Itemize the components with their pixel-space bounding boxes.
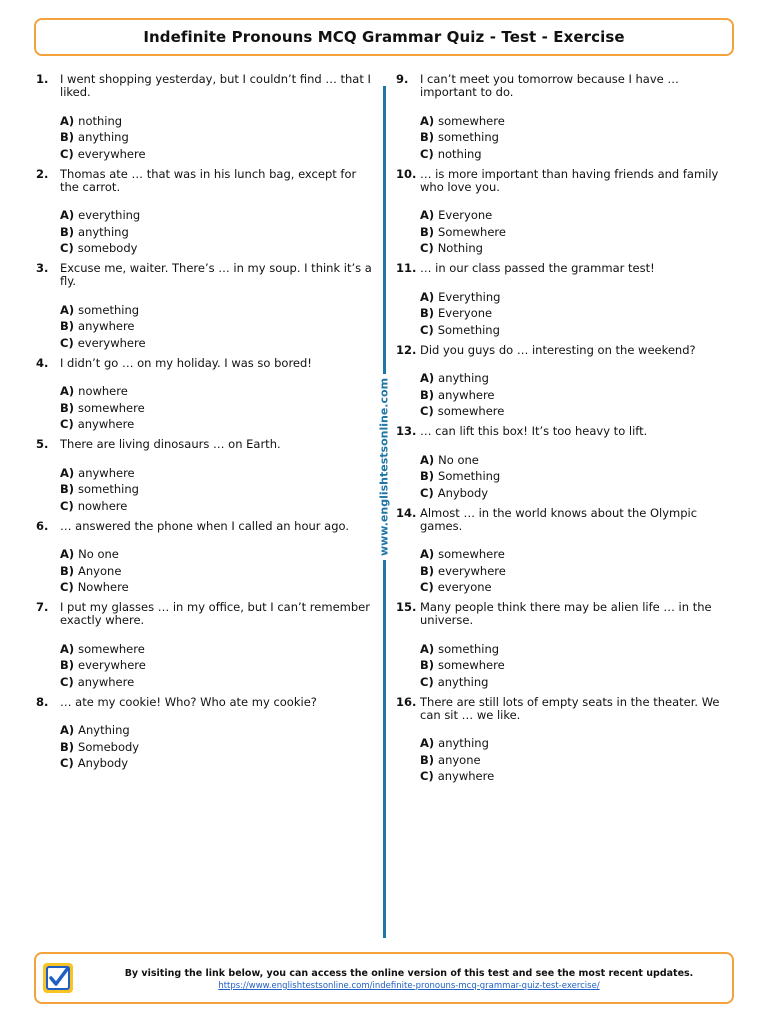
question-text: Thomas ate … that was in his lunch bag, except for the carrot. xyxy=(60,166,357,194)
option-letter: C) xyxy=(420,241,434,256)
option-letter: A) xyxy=(60,547,75,562)
answer-option[interactable] xyxy=(60,482,378,499)
option-letter: C) xyxy=(60,335,74,350)
question-number: 15. xyxy=(396,600,417,614)
answer-option[interactable] xyxy=(420,452,736,469)
question-row xyxy=(396,696,736,722)
option-letter: A) xyxy=(60,384,75,399)
question-number: 3. xyxy=(36,261,49,275)
option-letter: A) xyxy=(60,113,75,128)
answer-options xyxy=(396,452,736,502)
option-text: anything xyxy=(78,224,129,239)
question-item xyxy=(36,73,378,163)
question-item xyxy=(396,73,736,163)
answer-option[interactable] xyxy=(60,208,378,225)
option-text: Everyone xyxy=(438,208,493,223)
question-row xyxy=(36,168,378,194)
option-letter: B) xyxy=(60,319,75,334)
option-letter: A) xyxy=(420,641,435,656)
question-row xyxy=(36,520,378,533)
option-letter: B) xyxy=(60,224,75,239)
question-row xyxy=(396,425,736,438)
answer-options xyxy=(36,384,378,434)
question-row xyxy=(396,73,736,99)
question-row xyxy=(396,507,736,533)
option-letter: C) xyxy=(420,674,434,689)
option-letter: C) xyxy=(420,485,434,500)
answer-option[interactable] xyxy=(420,306,736,323)
question-item xyxy=(36,168,378,258)
answer-options xyxy=(36,208,378,258)
option-text: Everyone xyxy=(438,306,493,321)
option-text: nowhere xyxy=(77,498,128,513)
option-text: somewhere xyxy=(437,404,505,419)
option-text: everywhere xyxy=(438,563,506,578)
option-text: everyone xyxy=(437,580,492,595)
question-row xyxy=(396,601,736,627)
question-text: I didn’t go … on my holiday. I was so bored! xyxy=(60,355,312,370)
question-number: 8. xyxy=(36,694,49,709)
option-letter: C) xyxy=(420,322,434,337)
option-text: something xyxy=(438,641,500,656)
footer-box xyxy=(34,952,734,1004)
question-text: Excuse me, waiter. There’s … in my soup. I think it’s a fly. xyxy=(60,261,372,288)
answer-option[interactable] xyxy=(420,289,736,306)
answer-option[interactable] xyxy=(60,319,378,336)
answer-option[interactable] xyxy=(420,130,736,147)
answer-option[interactable] xyxy=(60,563,378,580)
option-text: nowhere xyxy=(78,384,128,399)
option-text: anything xyxy=(438,736,489,751)
answer-option[interactable] xyxy=(420,469,736,486)
answer-option[interactable] xyxy=(420,113,736,130)
answer-option[interactable] xyxy=(60,146,378,163)
option-text: Anybody xyxy=(77,756,129,771)
option-text: anywhere xyxy=(437,769,495,784)
option-letter: C) xyxy=(60,674,74,689)
answer-options xyxy=(396,208,736,258)
option-text: Somewhere xyxy=(438,224,506,239)
question-number: 9. xyxy=(396,72,409,86)
option-text: Anything xyxy=(78,723,130,738)
option-letter: C) xyxy=(60,417,74,432)
question-text: … is more important than having friends and family who love you. xyxy=(420,166,719,194)
answer-option[interactable] xyxy=(60,465,378,482)
question-number: 12. xyxy=(396,342,417,357)
option-text: anywhere xyxy=(78,465,135,480)
question-text: … ate my cookie! Who? Who ate my cookie? xyxy=(60,694,317,709)
question-text: I put my glasses … in my office, but I can’t remember exactly where. xyxy=(60,600,370,627)
question-number: 2. xyxy=(36,166,49,181)
option-text: somewhere xyxy=(78,400,145,415)
answer-option[interactable] xyxy=(60,241,378,258)
question-row xyxy=(36,73,378,99)
question-item xyxy=(396,507,736,597)
option-letter: C) xyxy=(60,498,74,513)
answer-option[interactable] xyxy=(60,498,378,515)
option-text: something xyxy=(78,482,139,497)
answer-option[interactable] xyxy=(420,736,736,753)
answer-option[interactable] xyxy=(60,130,378,147)
question-text: There are living dinosaurs … on Earth. xyxy=(60,437,281,451)
option-text: somewhere xyxy=(438,113,505,128)
option-text: anyone xyxy=(438,752,481,767)
checkbox-icon xyxy=(42,962,74,994)
answer-option[interactable] xyxy=(420,563,736,580)
option-letter: C) xyxy=(60,580,74,595)
option-letter: B) xyxy=(60,130,75,145)
option-text: nothing xyxy=(78,113,123,128)
option-text: Anyone xyxy=(78,563,122,578)
option-text: something xyxy=(438,130,499,145)
option-letter: B) xyxy=(420,752,435,767)
question-text: … answered the phone when I called an hour ago. xyxy=(60,518,350,533)
question-text: Did you guys do … interesting on the weekend? xyxy=(420,342,696,357)
option-text: anywhere xyxy=(77,417,135,432)
question-item xyxy=(396,344,736,421)
answer-option[interactable] xyxy=(60,723,378,740)
option-letter: B) xyxy=(420,469,435,484)
question-number: 14. xyxy=(396,505,417,520)
answer-option[interactable] xyxy=(420,322,736,339)
answer-option[interactable] xyxy=(60,400,378,417)
option-text: something xyxy=(78,302,140,317)
question-row xyxy=(36,601,378,627)
option-letter: B) xyxy=(60,658,75,673)
option-text: somebody xyxy=(77,241,138,256)
answer-option[interactable] xyxy=(420,658,736,675)
question-number: 6. xyxy=(36,518,49,533)
answer-options xyxy=(396,641,736,691)
answer-option[interactable] xyxy=(420,224,736,241)
option-letter: A) xyxy=(60,641,75,656)
answer-option[interactable] xyxy=(420,485,736,502)
option-text: anywhere xyxy=(77,674,135,689)
answer-options xyxy=(396,547,736,597)
answer-option[interactable] xyxy=(420,674,736,691)
answer-option[interactable] xyxy=(420,547,736,564)
option-letter: A) xyxy=(420,208,435,223)
question-number: 7. xyxy=(36,600,49,614)
question-item xyxy=(396,168,736,258)
option-text: somewhere xyxy=(438,658,505,673)
option-text: somewhere xyxy=(78,641,145,656)
question-row xyxy=(396,262,736,275)
question-text: There are still lots of empty seats in the theater. We can sit … we like. xyxy=(420,694,720,722)
answer-option[interactable] xyxy=(60,417,378,434)
question-row xyxy=(396,168,736,194)
option-letter: B) xyxy=(420,563,435,578)
option-letter: B) xyxy=(60,563,75,578)
site-url-vertical: www.englishtestsonline.com xyxy=(378,374,391,560)
title-box xyxy=(34,18,734,56)
option-text: anything xyxy=(438,371,489,386)
answer-options xyxy=(396,113,736,163)
question-item xyxy=(36,438,378,515)
option-letter: A) xyxy=(60,723,75,738)
question-row xyxy=(36,438,378,451)
question-item xyxy=(36,357,378,434)
question-number: 5. xyxy=(36,437,49,451)
answer-option[interactable] xyxy=(420,387,736,404)
option-text: anything xyxy=(437,674,489,689)
question-row xyxy=(36,357,378,370)
question-number: 4. xyxy=(36,355,49,370)
option-text: everything xyxy=(78,208,141,223)
question-text: … in our class passed the grammar test! xyxy=(420,261,655,275)
answer-option[interactable] xyxy=(420,371,736,388)
option-letter: A) xyxy=(60,465,75,480)
option-text: everywhere xyxy=(78,658,146,673)
right-column xyxy=(396,73,736,790)
answer-option[interactable] xyxy=(420,752,736,769)
answer-option[interactable] xyxy=(60,384,378,401)
option-text: No one xyxy=(78,547,119,562)
footer-note: By visiting the link below, you can access the online version of this test and see the most recent updates. xyxy=(124,968,694,979)
question-row xyxy=(396,344,736,357)
option-text: somewhere xyxy=(438,547,505,562)
answer-option[interactable] xyxy=(60,580,378,597)
option-letter: B) xyxy=(420,658,435,673)
answer-option[interactable] xyxy=(60,224,378,241)
option-text: everywhere xyxy=(77,335,146,350)
option-text: Somebody xyxy=(78,739,140,754)
left-column xyxy=(36,73,378,777)
answer-option[interactable] xyxy=(420,146,736,163)
option-text: Everything xyxy=(438,289,501,304)
option-text: Something xyxy=(438,469,501,484)
answer-options xyxy=(396,371,736,421)
option-letter: A) xyxy=(60,208,75,223)
option-text: Nothing xyxy=(437,241,483,256)
question-item xyxy=(396,601,736,691)
question-number: 1. xyxy=(36,72,49,86)
question-text: Many people think there may be alien life … in the universe. xyxy=(420,600,712,627)
option-letter: C) xyxy=(420,146,434,161)
question-item xyxy=(36,601,378,691)
option-letter: B) xyxy=(60,400,75,415)
page-title: Indefinite Pronouns MCQ Grammar Quiz - Test - Exercise xyxy=(143,28,625,46)
option-letter: B) xyxy=(420,387,435,402)
answer-option[interactable] xyxy=(420,769,736,786)
question-text: I can’t meet you tomorrow because I have … important to do. xyxy=(420,72,679,99)
option-letter: B) xyxy=(60,739,75,754)
option-letter: A) xyxy=(420,736,435,751)
question-number: 16. xyxy=(396,694,417,709)
answer-option[interactable] xyxy=(60,674,378,691)
option-letter: A) xyxy=(420,371,435,386)
question-number: 10. xyxy=(396,166,417,181)
answer-option[interactable] xyxy=(420,241,736,258)
question-row xyxy=(36,696,378,709)
question-text: I went shopping yesterday, but I couldn’t find … that I liked. xyxy=(60,72,371,99)
option-text: anywhere xyxy=(78,319,135,334)
option-letter: B) xyxy=(60,482,75,497)
answer-option[interactable] xyxy=(60,113,378,130)
option-letter: B) xyxy=(420,306,435,321)
option-letter: A) xyxy=(420,452,435,467)
answer-option[interactable] xyxy=(60,658,378,675)
answer-option[interactable] xyxy=(420,580,736,597)
question-item xyxy=(36,520,378,597)
answer-option[interactable] xyxy=(420,641,736,658)
option-text: nothing xyxy=(437,146,482,161)
question-number: 13. xyxy=(396,424,417,438)
option-letter: A) xyxy=(420,113,435,128)
answer-option[interactable] xyxy=(420,208,736,225)
option-text: Something xyxy=(437,322,500,337)
option-text: anywhere xyxy=(438,387,495,402)
question-text: Almost … in the world knows about the Olympic games. xyxy=(420,505,698,533)
online-test-link[interactable]: https://www.englishtestsonline.com/indefinite-pronouns-mcq-grammar-quiz-test-exercise/ xyxy=(218,981,600,991)
question-text: … can lift this box! It’s too heavy to lift. xyxy=(420,424,648,438)
option-letter: B) xyxy=(420,224,435,239)
question-number: 11. xyxy=(396,261,417,275)
answer-options xyxy=(396,289,736,339)
answer-option[interactable] xyxy=(420,404,736,421)
answer-options xyxy=(36,465,378,515)
option-letter: C) xyxy=(420,404,434,419)
question-row xyxy=(36,262,378,288)
question-item xyxy=(36,262,378,352)
answer-options xyxy=(36,547,378,597)
option-text: everywhere xyxy=(77,146,146,161)
option-letter: A) xyxy=(420,289,435,304)
option-letter: A) xyxy=(420,547,435,562)
answer-options xyxy=(396,736,736,786)
answer-option[interactable] xyxy=(60,335,378,352)
option-letter: A) xyxy=(60,302,75,317)
answer-options xyxy=(36,641,378,691)
option-text: No one xyxy=(438,452,479,467)
answer-options xyxy=(36,113,378,163)
answer-option[interactable] xyxy=(60,641,378,658)
option-letter: C) xyxy=(60,756,74,771)
question-item xyxy=(396,262,736,339)
option-letter: C) xyxy=(60,241,74,256)
option-letter: C) xyxy=(420,769,434,784)
option-letter: C) xyxy=(420,580,434,595)
question-item xyxy=(36,696,378,773)
answer-option[interactable] xyxy=(60,739,378,756)
option-text: Nowhere xyxy=(77,580,129,595)
question-item xyxy=(396,425,736,502)
answer-options xyxy=(36,302,378,352)
option-letter: C) xyxy=(60,146,74,161)
answer-options xyxy=(36,723,378,773)
answer-option[interactable] xyxy=(60,756,378,773)
answer-option[interactable] xyxy=(60,302,378,319)
option-letter: B) xyxy=(420,130,435,145)
option-text: anything xyxy=(78,130,129,145)
answer-option[interactable] xyxy=(60,547,378,564)
option-text: Anybody xyxy=(437,485,489,500)
question-item xyxy=(396,696,736,786)
